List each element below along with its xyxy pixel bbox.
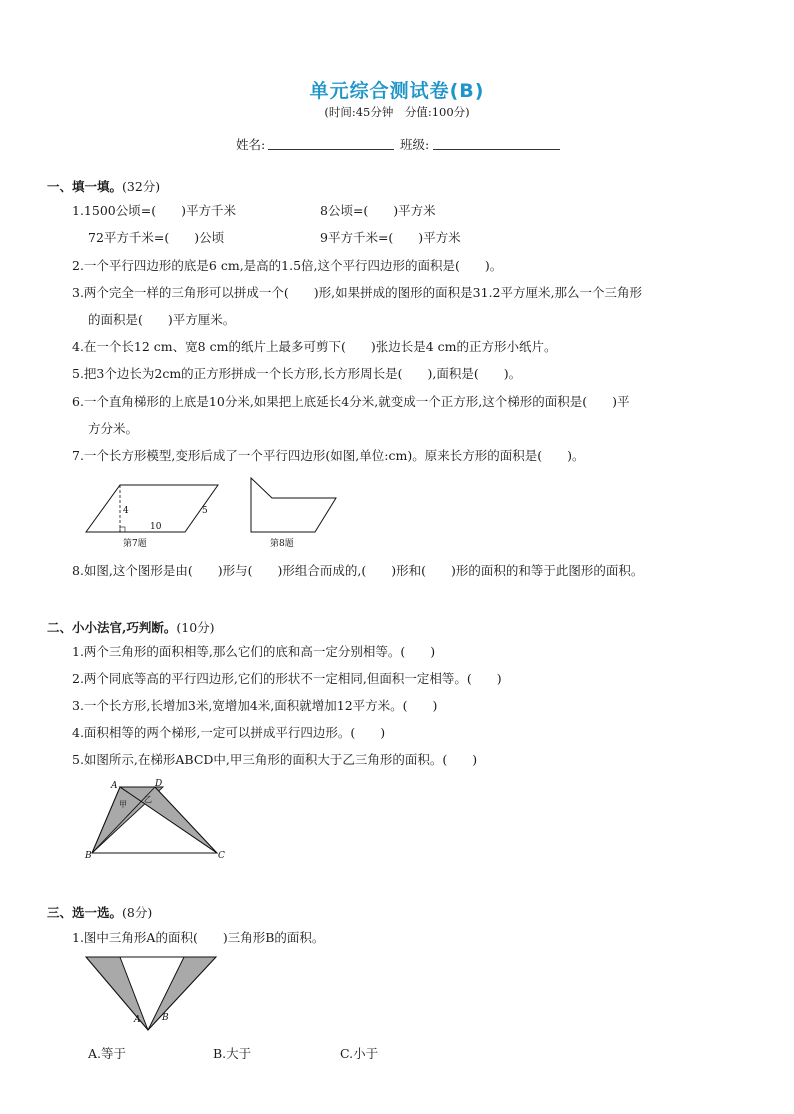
- vertex-c-label: C: [218, 851, 225, 861]
- s1-q3-line1: 3.两个完全一样的三角形可以拼成一个( )形,如果拼成的图形的面积是31.2平方厘米,那么一个三角形: [72, 285, 642, 300]
- section-2-title: 二、小小法官,巧判断。: [47, 620, 177, 635]
- section-1-points: (32分): [122, 179, 161, 194]
- figure-triangles-ab: [84, 954, 220, 1034]
- s2-q4: 4.面积相等的两个梯形,一定可以拼成平行四边形。( ): [72, 725, 386, 740]
- figure-8-composite: [240, 474, 350, 554]
- composite-shape: [251, 478, 336, 532]
- section-1-heading: [47, 177, 160, 195]
- s2-q5: 5.如图所示,在梯形ABCD中,甲三角形的面积大于乙三角形的面积。( ): [72, 752, 478, 767]
- section-2-points: (10分): [176, 620, 215, 635]
- name-blank[interactable]: [268, 149, 394, 150]
- s1-q6-line2: 方分米。: [88, 421, 139, 436]
- label-yi: 乙: [144, 795, 152, 804]
- section-2-heading: [47, 618, 215, 636]
- s3-option-a[interactable]: A.等于: [88, 1046, 127, 1061]
- s1-q6-line1: 6.一个直角梯形的上底是10分米,如果把上底延长4分米,就变成一个正方形,这个梯形的面积是( )平: [72, 394, 630, 409]
- fig7-side-label: 5: [202, 506, 208, 516]
- s1-q1c: 72平方千米=( )公顷: [88, 230, 225, 245]
- s1-q2: 2.一个平行四边形的底是6 cm,是高的1.5倍,这个平行四边形的面积是( )。: [72, 258, 503, 273]
- fig7-height-label: 4: [123, 506, 129, 516]
- s1-q4: 4.在一个长12 cm、宽8 cm的纸片上最多可剪下( )张边长是4 cm的正方形小纸片。: [72, 339, 557, 354]
- s1-q7: 7.一个长方形模型,变形后成了一个平行四边形(如图,单位:cm)。原来长方形的面积是( )。: [72, 448, 585, 463]
- fig8-caption: 第8题: [270, 539, 294, 549]
- section-3-heading: [47, 903, 152, 921]
- section-3-title: 三、选一选。: [47, 905, 123, 920]
- name-label: 姓名:: [236, 137, 266, 152]
- page-subtitle: (时间:45分钟 分值:100分): [324, 105, 470, 119]
- section-1-title: 一、填一填。: [47, 179, 123, 194]
- s3-option-c[interactable]: C.小于: [340, 1046, 379, 1061]
- s1-q5: 5.把3个边长为2cm的正方形拼成一个长方形,长方形周长是( ),面积是( )。: [72, 366, 522, 381]
- section-3-points: (8分): [122, 905, 153, 920]
- figure-trapezoid-abcd: [84, 778, 234, 864]
- diagonal-ac: [120, 787, 217, 853]
- s2-q3: 3.一个长方形,长增加3米,宽增加4米,面积就增加12平方米。( ): [72, 698, 438, 713]
- s1-q3-line2: 的面积是( )平方厘米。: [88, 312, 236, 327]
- fig7-caption: 第7题: [123, 539, 147, 549]
- vertex-a-label: A: [111, 781, 118, 791]
- right-angle-mark: [120, 527, 125, 532]
- fig7-base-label: 10: [150, 522, 162, 532]
- vertex-b-label: B: [85, 851, 92, 861]
- s1-q1d: 9平方千米=( )平方米: [320, 230, 461, 245]
- s1-q1a: 1.1500公顷=( )平方千米: [72, 203, 236, 218]
- s3-option-b[interactable]: B.大于: [213, 1046, 252, 1061]
- s1-q1b: 8公顷=( )平方米: [320, 203, 436, 218]
- figure-7-parallelogram: [80, 476, 230, 554]
- s3-q1: 1.图中三角形A的面积( )三角形B的面积。: [72, 930, 325, 945]
- page-title: 单元综合测试卷(B): [309, 80, 485, 102]
- vertex-d-label: D: [155, 779, 163, 789]
- fig-label-a: A: [134, 1015, 141, 1025]
- label-jia: 甲: [119, 800, 127, 809]
- fig-label-b: B: [162, 1013, 169, 1023]
- s2-q1: 1.两个三角形的面积相等,那么它们的底和高一定分别相等。( ): [72, 644, 436, 659]
- s2-q2: 2.两个同底等高的平行四边形,它们的形状不一定相同,但面积一定相等。( ): [72, 671, 502, 686]
- class-label: 班级:: [400, 137, 430, 152]
- class-blank[interactable]: [433, 149, 560, 150]
- s1-q8: 8.如图,这个图形是由( )形与( )形组合而成的,( )形和( )形的面积的和等于此图形的面积。: [72, 563, 644, 578]
